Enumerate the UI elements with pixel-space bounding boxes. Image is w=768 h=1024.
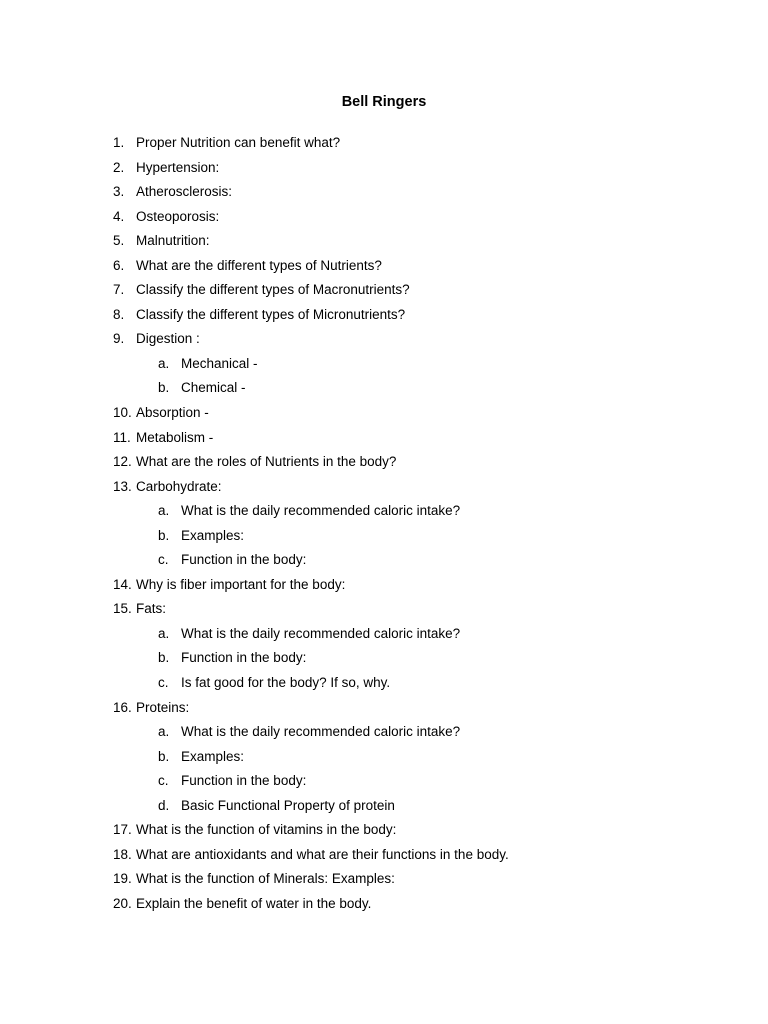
sub-question-item (0, 747, 768, 772)
item-text: What is the daily recommended caloric intake? (181, 724, 461, 740)
item-text: Function in the body: (181, 773, 307, 789)
question-item (0, 133, 768, 158)
item-number: 19. (113, 871, 132, 887)
item-number: 10. (113, 405, 132, 421)
question-item (0, 869, 768, 894)
item-text: What is the daily recommended caloric intake? (181, 503, 461, 519)
sub-question-item (0, 771, 768, 796)
question-item (0, 452, 768, 477)
item-text: Atherosclerosis: (136, 184, 233, 200)
item-number: 8. (113, 306, 125, 322)
sub-question-item (0, 624, 768, 649)
item-text: Malnutrition: (136, 233, 210, 249)
item-number: 2. (113, 159, 125, 175)
question-item (0, 477, 768, 502)
item-text: Why is fiber important for the body: (136, 576, 346, 592)
item-number: 20. (113, 895, 132, 911)
item-text: What is the function of vitamins in the body: (136, 822, 397, 838)
question-item (0, 158, 768, 183)
item-number: 18. (113, 846, 132, 862)
sub-question-item (0, 378, 768, 403)
item-number: 9. (113, 331, 125, 347)
item-number: b. (158, 380, 170, 396)
item-text: Hypertension: (136, 159, 220, 175)
question-item (0, 305, 768, 330)
sub-question-item (0, 526, 768, 551)
item-number: 3. (113, 184, 125, 200)
question-item (0, 575, 768, 600)
item-number: b. (158, 527, 170, 543)
item-text: What is the function of Minerals: Examples: (136, 871, 395, 887)
item-number: 6. (113, 257, 125, 273)
item-text: What is the daily recommended caloric intake? (181, 625, 461, 641)
question-item (0, 182, 768, 207)
item-text: Chemical - (181, 380, 246, 396)
item-number: b. (158, 650, 170, 666)
item-text: Is fat good for the body? If so, why. (181, 675, 391, 691)
item-text: Function in the body: (181, 650, 307, 666)
sub-question-item (0, 550, 768, 575)
question-item (0, 428, 768, 453)
item-text: What are the roles of Nutrients in the body? (136, 454, 397, 470)
item-text: Classify the different types of Micronutrients? (136, 306, 406, 322)
item-number: a. (158, 724, 170, 740)
item-text: Absorption - (136, 405, 209, 421)
item-number: 12. (113, 454, 132, 470)
item-text: Fats: (136, 601, 167, 617)
item-number: 14. (113, 576, 132, 592)
item-number: d. (158, 797, 170, 813)
question-item (0, 599, 768, 624)
item-number: c. (158, 773, 169, 789)
item-number: 15. (113, 601, 132, 617)
item-number: 5. (113, 233, 125, 249)
sub-question-item (0, 796, 768, 821)
sub-question-item (0, 673, 768, 698)
item-number: c. (158, 675, 169, 691)
item-number: b. (158, 748, 170, 764)
item-text: What are the different types of Nutrients? (136, 257, 382, 273)
item-number: a. (158, 355, 170, 371)
question-item (0, 231, 768, 256)
item-number: 1. (113, 135, 125, 150)
question-item (0, 256, 768, 281)
item-text: Function in the body: (181, 552, 307, 568)
sub-question-item (0, 722, 768, 747)
question-item (0, 894, 768, 919)
item-number: 4. (113, 208, 125, 224)
page-title: Bell Ringers (341, 94, 427, 110)
item-number: a. (158, 625, 170, 641)
question-item (0, 698, 768, 723)
question-item (0, 280, 768, 305)
question-item (0, 845, 768, 870)
question-list (0, 133, 768, 919)
item-text: What are antioxidants and what are their functions in the body. (136, 846, 509, 862)
question-item (0, 403, 768, 428)
item-number: 16. (113, 699, 132, 715)
item-number: 13. (113, 478, 132, 494)
item-text: Examples: (181, 748, 245, 764)
question-item (0, 329, 768, 354)
item-text: Carbohydrate: (136, 478, 222, 494)
item-text: Metabolism - (136, 429, 214, 445)
item-number: 7. (113, 282, 125, 298)
item-text: Proteins: (136, 699, 190, 715)
sub-question-item (0, 354, 768, 379)
sub-question-item (0, 648, 768, 673)
item-text: Explain the benefit of water in the body. (136, 895, 372, 911)
item-text: Classify the different types of Macronutrients? (136, 282, 410, 298)
item-number: c. (158, 552, 169, 568)
item-text: Basic Functional Property of protein (181, 797, 395, 813)
item-text: Examples: (181, 527, 245, 543)
item-number: 11. (113, 429, 131, 445)
item-number: 17. (113, 822, 132, 838)
question-item (0, 820, 768, 845)
item-text: Osteoporosis: (136, 208, 220, 224)
sub-question-item (0, 501, 768, 526)
item-text: Mechanical - (181, 355, 258, 371)
item-text: Proper Nutrition can benefit what? (136, 135, 341, 150)
question-item (0, 207, 768, 232)
item-number: a. (158, 503, 170, 519)
item-text: Digestion : (136, 331, 200, 347)
